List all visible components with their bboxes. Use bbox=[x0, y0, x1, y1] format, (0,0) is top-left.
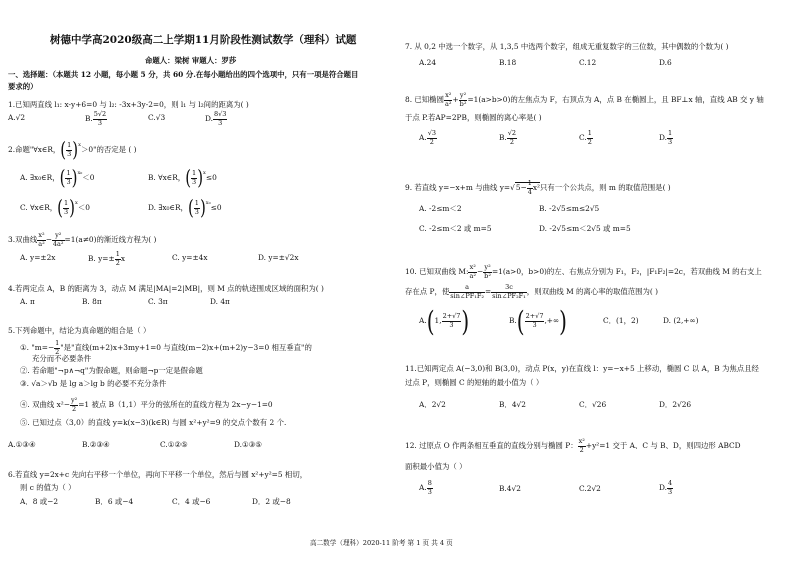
q7-option-d: D.6 bbox=[659, 58, 672, 67]
q5-item-5: ⑤. 已知过点（3,0）的直线 y=k(x−3)(k∈R) 与圆 x²+y²=9 的交点个数有 2 个. bbox=[20, 418, 287, 427]
q11-option-d: D．2√26 bbox=[659, 400, 692, 409]
q5-item-2: ②. 若命题"¬p∧¬q"为假命题，则命题¬p一定是假命题 bbox=[20, 366, 203, 375]
q2-option-b: B. ∀x∈R，( $\frac{1}{3}$ )$^x$≤0 bbox=[148, 165, 217, 190]
exam-authors: 命题人：梁树 审题人：罗莎 bbox=[145, 56, 237, 65]
q9-option-c: C. -2≤m＜2 或 m=5 bbox=[419, 224, 492, 233]
q7-option-c: C.12 bbox=[579, 58, 597, 67]
q5-item-1-cont: 充分而不必要条件 bbox=[32, 354, 92, 363]
q10-option-b: B.( $\frac{2+√7}{3}$ ,+∞) bbox=[509, 304, 567, 338]
q5-option-a: A.①③④ bbox=[8, 440, 36, 449]
q4-option-c: C. 3π bbox=[148, 297, 168, 306]
q5-item-3: ③. √a＞√b 是 lg a＞lg b 的必要不充分条件 bbox=[20, 379, 167, 388]
section-instruction-line2: 要求的） bbox=[8, 82, 38, 91]
q1-option-c: C.√3 bbox=[148, 113, 166, 122]
q10-option-a: A.(1, $\frac{2+√7}{3}$ ) bbox=[419, 304, 470, 338]
q8-option-b: B. $\frac{√2}{2}$ bbox=[499, 129, 517, 146]
q5-option-c: C.①②⑤ bbox=[160, 440, 188, 449]
q8-option-c: C. $\frac{1}{2}$ bbox=[579, 129, 592, 146]
q2-option-c: C. ∀x∈R，( $\frac{1}{3}$ )$^x$＜0 bbox=[20, 195, 90, 220]
q11-option-b: B．4√2 bbox=[499, 400, 526, 409]
q6-stem: 6.若直线 y=2x+c 先向右平移一个单位，再向下平移一个单位，然后与圆 x²+y²=5 相切， bbox=[8, 470, 308, 479]
q5-stem: 5.下列命题中，结论为真命题的组合是（ ） bbox=[8, 326, 151, 335]
q3-option-a: A. y=±2x bbox=[20, 253, 56, 262]
q12-option-c: C.2√2 bbox=[579, 484, 601, 493]
q5-item-4: ④. 双曲线 x²− $\frac{\text{y²}}{2}$ =1 被点 B（1,1）平分的弦所在的直线方程为 2x−y−1=0 bbox=[20, 396, 273, 413]
q4-option-a: A. π bbox=[20, 297, 35, 306]
q1-stem: 1.已知两直线 l₁: x-y+6=0 与 l₂: -3x+3y-2=0，则 l₁ 与 l₂间的距离为( ) bbox=[8, 100, 249, 109]
q6-option-c: C．4 或−6 bbox=[172, 497, 211, 506]
q1-option-d: D. $\frac{8√3}{3}$ bbox=[205, 110, 227, 127]
q6-option-a: A．8 或−2 bbox=[20, 497, 59, 506]
q7-stem: 7. 从 0,2 中选一个数字，从 1,3,5 中选两个数字，组成无重复数字的三位数，其中偶数的个数为( ) bbox=[405, 42, 729, 51]
q10-option-d: D. (2,+∞) bbox=[663, 316, 699, 325]
q5-option-d: D.①③⑤ bbox=[234, 440, 262, 449]
page-footer: 高二数学（理科）2020-11 阶考 第 1 页 共 4 页 bbox=[310, 539, 453, 547]
q11-option-a: A．2√2 bbox=[419, 400, 446, 409]
q8-stem: 8. 已知椭圆 $\frac{\text{x²}}{\text{a²}}$ + $\frac{\text{y²}}{\text{b²}}$ =1(a>b>0)的左焦点为 F，右顶点为 A，点 B 在椭圆上，且 BF⊥x 轴，直线 AB 交 y 轴 bbox=[405, 91, 764, 108]
q6-option-d: D．2 或−8 bbox=[252, 497, 291, 506]
q12-option-b: B.4√2 bbox=[499, 484, 521, 493]
q11-stem: 11.已知两定点 A(−3,0)和 B(3,0)，动点 P(x，y)在直线 l：y=−x+5 上移动，椭圆 C 以 A，B 为焦点且经 bbox=[405, 364, 759, 373]
q1-option-a: A.√2 bbox=[8, 113, 26, 122]
q2-option-d: D. ∃x₀∈R，( $\frac{1}{3}$ )$^{x_0}$≤0 bbox=[148, 195, 222, 220]
q8-option-a: A. $\frac{√3}{2}$ bbox=[419, 129, 436, 146]
q9-stem: 9. 若直线 y=−x+m 与曲线 y=√5− $\frac{1}{4}$ x²只有一个公共点，则 m 的取值范围是( ) bbox=[405, 179, 671, 196]
q9-option-b: B. -2√5≤m≤2√5 bbox=[539, 204, 600, 213]
q4-stem: 4.若两定点 A，B 的距离为 3，动点 M 满足|MA|=2|MB|，则 M 点的轨迹围成区域的面积为( ) bbox=[8, 284, 324, 293]
q3-stem: 3.双曲线 $\frac{\text{x²}}{\text{a²}}$ − $\frac{\text{y²}}{\text{4a²}}$ =1(a≠0)的渐近线方程为( ) bbox=[8, 231, 157, 248]
q3-option-d: D. y=±√2x bbox=[258, 253, 299, 262]
q6-stem-cont: 则 c 的值为（ ） bbox=[20, 483, 76, 492]
q4-option-b: B. 8π bbox=[82, 297, 102, 306]
q3-option-c: C. y=±4x bbox=[172, 253, 208, 262]
q8-option-d: D. $\frac{1}{3}$ bbox=[659, 129, 673, 146]
q9-option-d: D. -2√5≤m＜2√5 或 m=5 bbox=[539, 224, 631, 233]
q11-stem-cont: 过点 P，则椭圆 C 的短轴的最小值为（ ） bbox=[405, 378, 544, 387]
q5-item-1: ①. "m=− $\frac{1}{2}$ "是"直线(m+2)x+3my+1=0 与直线(m−2)x+(m+2)y−3=0 相互垂直"的 bbox=[20, 339, 312, 356]
q11-option-c: C．√26 bbox=[579, 400, 607, 409]
q10-stem: 10. 已知双曲线 M: $\frac{\text{x²}}{\text{a²}}$ − $\frac{\text{y²}}{\text{b²}}$ =1(a>0，b>0)的左、右焦点分别为 F₁，F₂，|F₁F₂|=2c，若双曲线 M 的右支上 bbox=[405, 263, 762, 280]
q8-stem-cont: 于点 P.若AP=2PB，则椭圆的离心率是( ) bbox=[405, 113, 542, 122]
q7-option-a: A.24 bbox=[419, 58, 437, 67]
q1-option-b: B. $\frac{5√2}{3}$ bbox=[85, 110, 107, 127]
q10-option-c: C．(1，2) bbox=[603, 316, 639, 325]
q5-option-b: B.②③④ bbox=[82, 440, 110, 449]
q10-stem-cont: 存在点 P，使 $\frac{a}{\text{sin∠PF₁F₂}}$ = $\frac{3c}{\text{sin∠PF₂F₁}}$ ，则双曲线 M 的离心率的取值范围为( ) bbox=[405, 283, 659, 300]
q12-option-a: A. $\frac{8}{3}$ bbox=[419, 479, 432, 496]
q2-stem: 2.命题"∀x∈R，( $\frac{1}{3}$ )$^x$＞0"的否定是 ( ) bbox=[8, 137, 137, 162]
q12-option-d: D. $\frac{4}{3}$ bbox=[659, 479, 673, 496]
q3-option-b: B. y=± $\frac{1}{2}$ x bbox=[88, 250, 126, 267]
section-instruction-line1: 一、选择题：（本题共 12 小题，每小题 5 分，共 60 分.在每小题给出的四个选项中，只有一项是符合题目 bbox=[8, 70, 359, 79]
q6-option-b: B．6 或−4 bbox=[95, 497, 134, 506]
q2-option-a: A. ∃x₀∈R，( $\frac{1}{3}$ )$^{x_0}$＜0 bbox=[20, 165, 95, 190]
q4-option-d: D. 4π bbox=[210, 297, 230, 306]
q9-option-a: A. -2≤m＜2 bbox=[419, 204, 462, 213]
q12-stem: 12. 过原点 O 作两条相互垂直的直线分别与椭圆 P： $\frac{\text{x²}}{2}$ +y²=1 交于 A、C 与 B、D，则四边形 ABCD bbox=[405, 437, 741, 454]
q12-stem-cont: 面积最小值为（ ） bbox=[405, 462, 467, 471]
exam-title: 树德中学高2020级高二上学期11月阶段性测试数学（理科）试题 bbox=[50, 34, 357, 46]
q7-option-b: B.18 bbox=[499, 58, 517, 67]
